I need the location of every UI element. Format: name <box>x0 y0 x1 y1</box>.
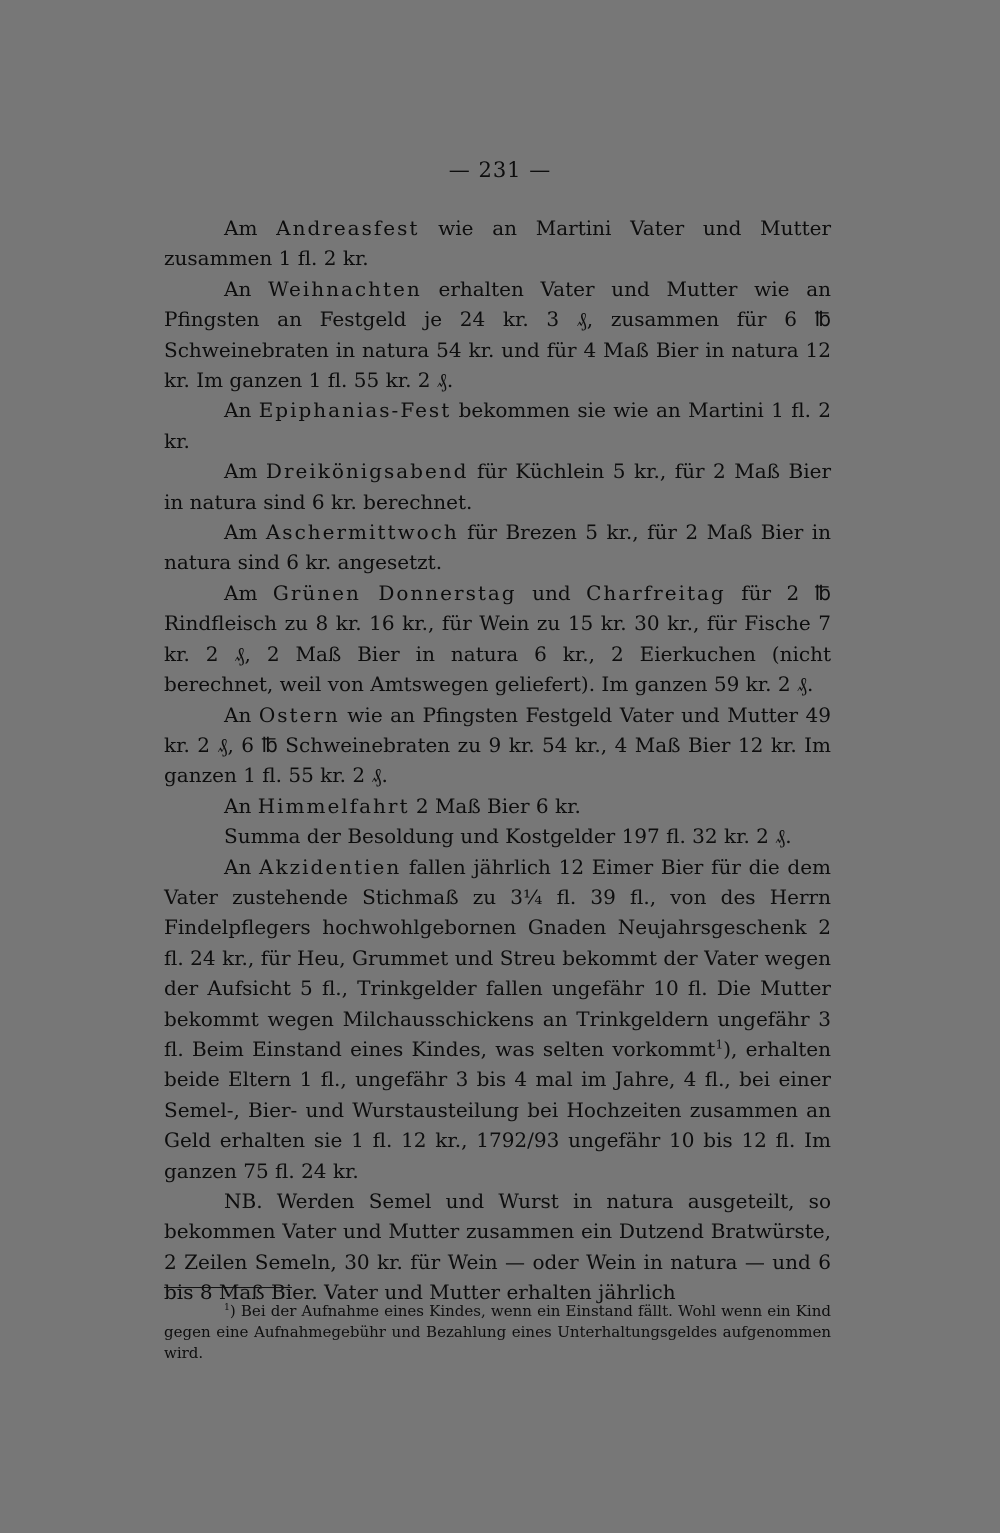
paragraph-lead: Am <box>224 459 266 484</box>
paragraph-lead: An <box>224 702 259 727</box>
paragraph-lead: An <box>224 854 260 879</box>
spaced-term: Grünen Donnerstag <box>272 580 517 605</box>
paragraph-gruendonnerstag <box>164 578 831 700</box>
spaced-term: Aschermittwoch <box>265 520 459 545</box>
paragraph-text: ), erhalten beide Eltern 1 fl., ungefähr 3 bis 4 mal im Jahre, 4 fl., bei einer Semel-, Bier- und Wurstausteilung bei Hochzeiten zusammen an Geld erhalten sie 1 fl. 12 kr., 1792/93 ungefähr 10 bis 12 fl. Im ganzen 75 fl. 24 kr. <box>164 1036 832 1183</box>
page-number: — 231 — <box>448 158 552 182</box>
paragraph-lead: An <box>224 276 269 301</box>
paragraph-text: wie an Martini Vater und Mutter zusammen 1 fl. 2 kr. <box>164 216 832 271</box>
paragraph-lead: NB. Werden Semel und Wurst in natura ausgeteilt, so bekommen Vater und Mutter zusammen ein Dutzend Bratwürste, 2 Zeilen Semeln, 30 kr. für Wein — oder Wein in natura — und 6 bis 8 Maß Bier. Vater und Mutter erhalten jährlich <box>164 1189 831 1305</box>
paragraph-text: 2 Maß Bier 6 kr. <box>409 793 581 818</box>
paragraph-text: und <box>516 580 587 605</box>
paragraph-andreasfest <box>164 213 831 274</box>
spaced-term: Dreikönigsabend <box>265 459 469 484</box>
footnote-divider <box>164 1287 292 1288</box>
paragraph-epiphanias <box>164 395 831 456</box>
paragraph-nb <box>164 1186 831 1308</box>
paragraph-himmelfahrt <box>164 791 831 821</box>
footnote-reference: 1 <box>715 1036 724 1052</box>
paragraph-text: für Küchlein 5 kr., für 2 Maß Bier in natura sind 6 kr. berechnet. <box>164 459 832 514</box>
footnotes <box>164 1301 831 1364</box>
spaced-term: Akzidentien <box>259 854 402 879</box>
paragraph-lead: Am <box>224 216 277 240</box>
paragraph-lead: Summa der Besoldung und Kostgelder 197 fl. 32 kr. 2 ₰. <box>224 824 792 849</box>
spaced-term: Ostern <box>258 702 340 727</box>
paragraph-akzidentien <box>164 852 831 1186</box>
paragraph-weihnachten <box>164 274 831 396</box>
paragraph-text: bekommen sie wie an Martini 1 fl. 2 kr. <box>164 398 831 453</box>
paragraph-lead: An <box>224 398 259 423</box>
paragraph-aschermittwoch <box>164 517 831 578</box>
spaced-term: Epiphanias-Fest <box>258 398 452 423</box>
footnote-text: ) Bei der Aufnahme eines Kindes, wenn ein Einstand fällt. Wohl wenn ein Kind gegen eine Aufnahmegebühr und Bezahlung eines Unterhaltungsgeldes aufgenommen wird. <box>164 1302 831 1362</box>
paragraph-summa <box>164 821 831 851</box>
paragraph-lead: Am <box>224 580 273 605</box>
paragraph-text: für 2 ℔ Rindfleisch zu 8 kr. 16 kr., für Wein zu 15 kr. 30 kr., für Fische 7 kr. 2 ₰, 2 Maß Bier in natura 6 kr., 2 Eierkuchen (nicht berechnet, weil von Amtswegen geliefert). Im ganzen 59 kr. 2 ₰. <box>164 580 832 697</box>
paragraph-text: wie an Pfingsten Festgeld Vater und Mutter 49 kr. 2 ₰, 6 ℔ Schweinebraten zu 9 kr. 54 kr., 4 Maß Bier 12 kr. Im ganzen 1 fl. 55 kr. 2 ₰. <box>164 702 831 788</box>
paragraph-dreikoenigsabend <box>164 456 831 517</box>
spaced-term: Andreasfest <box>276 216 420 240</box>
spaced-term: Himmelfahrt <box>257 793 410 818</box>
body-text <box>164 213 831 1308</box>
paragraph-text: fallen jährlich 12 Eimer Bier für die dem Vater zustehende Stichmaß zu 3¼ fl. 39 fl., von des Herrn Findelpflegers hochwohlgebornen Gnaden Neujahrsgeschenk 2 fl. 24 kr., für Heu, Grummet und Streu bekommt der Vater wegen der Aufsicht 5 fl., Trinkgelder fallen ungefähr 10 fl. Die Mutter bekommt wegen Milchausschickens an Trinkgeldern ungefähr 3 fl. Beim Einstand eines Kindes, was selten vorkommt <box>164 854 831 1061</box>
footnote-mark: 1 <box>224 1302 230 1313</box>
spaced-term: Weihnachten <box>268 276 422 301</box>
paragraph-ostern <box>164 700 831 791</box>
paragraph-text: erhalten Vater und Mutter wie an Pfingsten an Festgeld je 24 kr. 3 ₰, zusammen für 6 ℔ Schweinebraten in natura 54 kr. und für 4 Maß Bier in natura 12 kr. Im ganzen 1 fl. 55 kr. 2 ₰. <box>164 276 831 393</box>
paragraph-text: für Brezen 5 kr., für 2 Maß Bier in natura sind 6 kr. angesetzt. <box>164 520 831 575</box>
footnote-1 <box>164 1301 831 1364</box>
paragraph-lead: Am <box>224 520 266 545</box>
spaced-term: Charfreitag <box>586 580 726 605</box>
paragraph-lead: An <box>224 793 258 818</box>
